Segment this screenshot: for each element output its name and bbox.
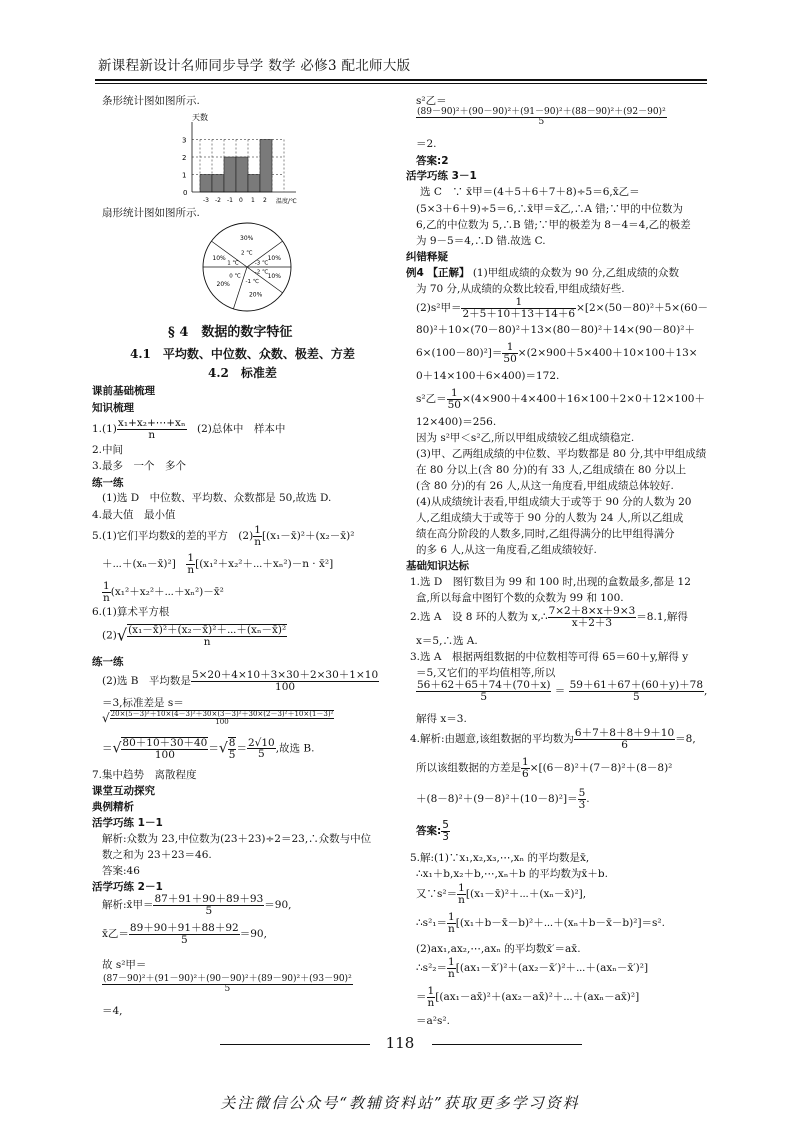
item-h11b: 数之和为 23＋23＝46. <box>102 849 212 861</box>
pie-slice-percent: 30% <box>240 234 254 242</box>
heading-hx11: 活学巧练 1－1 <box>92 817 163 829</box>
item-k2: 2.中间 <box>92 444 124 456</box>
bar-x-tick-label: -1 <box>227 197 233 204</box>
r18: (3)甲、乙两组成绩的中位数、平均数都是 80 分,其中甲组成绩 <box>416 448 707 460</box>
r11: (2)s²甲＝ $\frac{1}{2+5+10+13+14+6}$ ×[2×(50－80)²＋5×(60－ <box>416 296 709 320</box>
item-l2c: √ $\frac{\text{20×(5－3)²＋10×(4－3)²＋30×(3－3)²＋30×(2－3)²＋10×(1－3)²}}{100}$ <box>102 710 334 726</box>
r40: ∴s²₁＝ $\frac{1}{n}$ [(x₁＋b－x̄－b)²＋⋯＋(xₙ＋b－x̄－b)²]＝s². <box>416 911 665 935</box>
heading-dljx: 典例精析 <box>92 801 134 813</box>
item-h11ans: 答案:46 <box>102 865 140 877</box>
item-k6b: (2)√ $\frac{\text{(x₁－x̄)²＋(x₂－x̄)²＋⋯＋(xₙ－x̄)²}}{n}$ <box>102 624 287 648</box>
pie-slice-percent: 10% <box>267 272 281 280</box>
bar <box>200 175 212 193</box>
r22: 人,乙组成绩大于或等于 90 分的人数为 24 人,所以乙组成 <box>416 512 684 524</box>
r26: 盒,所以每盒中图钉个数的众数为 99 和 100. <box>416 592 624 604</box>
item-l2a: (2)选 B 平均数是 $\frac{5\times 20+4\times 10+3\times 30+2\times 30+1\times 10}{100}$ <box>102 669 379 693</box>
r28: x＝5,∴选 A. <box>416 635 478 647</box>
bar <box>260 140 272 193</box>
bar-x-tick-label: 1 <box>251 197 255 204</box>
heading-jczs: 基础知识达标 <box>406 560 469 572</box>
r17: 因为 s²甲＜s²乙,所以甲组成绩较乙组成绩稳定. <box>416 432 635 444</box>
bar-chart <box>172 108 312 208</box>
pie-slice-temp: -2 ℃ <box>254 269 269 276</box>
section-sub2: 4.2 标准差 <box>208 366 277 380</box>
r7: 6,乙的中位数为 5,∴B 错;∵甲的极差为 8－4＝4,乙的极差 <box>416 219 691 231</box>
bar-y-tick-label: 3 <box>182 136 187 145</box>
item-h11a: 解析:众数为 23,中位数为(23＋23)÷2＝23,∴众数与中位 <box>102 833 372 845</box>
header-rule <box>95 79 707 81</box>
item-k5a: 5.(1)它们平均数x̄的差的平方 (2) $\frac{1}{n}$ [(x₁－x̄)²＋(x₂－x̄)² <box>92 524 355 548</box>
heading-lyl1: 练一练 <box>92 477 124 489</box>
r27: 2.选 A 设 8 环的人数为 x,∴ $\frac{7\times 2+8\times x+9\times 3}{x+2+3}$ ＝8.1,解得 <box>410 605 688 629</box>
bar-chart-y-label: 天数 <box>192 113 208 122</box>
r3: ＝2. <box>416 138 437 150</box>
r14: 0＋14×100＋6×400)＝172. <box>416 370 560 382</box>
heading-hx21: 活学巧练 2－1 <box>92 881 163 893</box>
r16: 12×400)＝256. <box>416 416 497 428</box>
bar <box>212 175 224 193</box>
item-h21a: 解析:x̄甲＝ $\frac{87+91+90+89+93}{5}$ ＝90, <box>102 893 292 917</box>
item-k5b: ＋⋯＋(xₙ－x̄)²] $\frac{1}{n}$ [(x₁²＋x₂²＋⋯＋xₙ²)－n · x̄²] <box>102 552 334 576</box>
r42: ∴s²₂＝ $\frac{1}{n}$ [(ax₁－x̄′)²＋(ax₂－x̄′)²＋⋯＋(axₙ－x̄′)²] <box>416 956 649 980</box>
item-l1: (1)选 D 中位数、平均数、众数都是 50,故选 D. <box>102 492 332 504</box>
r15: s²乙＝ $\frac{1}{50}$ ×(4×900＋4×400＋16×100＋2×0＋12×100＋ <box>416 387 705 411</box>
r23: 绩在高分阶段的人数多,同时,乙组得满分的比甲组得满分 <box>416 528 675 540</box>
pie-chart-caption: 扇形统计图如图所示. <box>102 207 200 219</box>
r19: 在 80 分以上(含 80 分)的有 33 人,乙组成绩在 80 分以上 <box>416 464 687 476</box>
item-k6: 6.(1)算术平方根 <box>92 606 170 618</box>
item-k3: 3.最多 一个 多个 <box>92 460 187 472</box>
bar-x-tick-label: -3 <box>203 197 209 204</box>
item-h21c: 故 s²甲＝ <box>102 959 147 971</box>
bar-x-axis-label: 温度/℃ <box>276 198 297 205</box>
item-h21b: x̄乙＝ $\frac{89+90+91+88+92}{5}$ ＝90, <box>102 922 267 946</box>
pie-slice-temp: 2 ℃ <box>241 250 253 257</box>
r31: $\frac{56+62+65+74+(70+x)}{5}$ ＝ $\frac{59+61+67+(60+y)+78}{5}$ , <box>417 679 708 703</box>
item-l2d: ＝√ $\frac{80+10+30+40}{100}$ ＝√ $\frac{8}{5}$ ＝ $\frac{2√10}{5}$ ,故选 B. <box>102 736 315 761</box>
bar-x-tick-label: -2 <box>215 197 221 204</box>
pie-slice-temp: -3 ℃ <box>254 260 269 267</box>
pie-slice-temp: 1 ℃ <box>227 260 239 267</box>
r6: (5×3＋6＋9)÷5＝6,∴x̄甲＝x̄乙,∴A 错;∵甲的中位数为 <box>416 203 683 215</box>
bar-x-tick-label: 2 <box>263 197 267 204</box>
bar-chart-caption: 条形统计图如图所示. <box>102 95 200 107</box>
r30: ＝5,又它们的平均值相等,所以 <box>416 667 556 679</box>
pie-slice-percent: 20% <box>216 281 230 289</box>
bar <box>248 175 260 193</box>
r34: 所以该组数据的方差是 $\frac{1}{6}$ ×[(6－8)²＋(7－8)²＋(8－8)² <box>416 756 673 780</box>
item-h21d: $\frac{\text{(87－90)²＋(91－90)²＋(90－90)²＋(89－90)²＋(93－90)²}}{5}$ <box>103 974 352 994</box>
section-sub1: 4.1 平均数、中位数、众数、极差、方差 <box>130 347 355 361</box>
bar-y-tick-label: 2 <box>182 154 187 162</box>
r10: 为 70 分,从成绩的众数比较看,甲组成绩好些. <box>416 283 625 295</box>
r29: 3.选 A 根据两组数据的中位数相等可得 65＝60＋y,解得 y <box>410 651 689 663</box>
r36: 答案: $\frac{5}{3}$ <box>416 819 449 843</box>
r21: (4)从成绩统计表看,甲组成绩大于或等于 90 分的人数为 20 <box>416 496 692 508</box>
r38: ∴x₁＋b,x₂＋b,⋯,xₙ＋b 的平均数为x̄＋b. <box>416 868 608 880</box>
item-k1: 1.(1) $\frac{\text{x₁+x₂+⋯+xₙ}}{n}$ (2)总体中 样本中 <box>92 417 286 441</box>
header-rule-thin <box>95 83 707 84</box>
r25: 1.选 D 图钉数目为 99 和 100 时,出现的盒数最多,都是 12 <box>410 576 691 588</box>
r37: 5.解:(1)∵x₁,x₂,x₃,⋯,xₙ 的平均数是x̄, <box>410 852 590 864</box>
footer-note: 关注微信公众号“教辅资料站”获取更多学习资料 <box>220 1094 580 1112</box>
bar-y-tick-label: 1 <box>182 171 187 180</box>
page-number: 118 <box>385 1034 415 1052</box>
r1: s²乙＝ <box>416 95 447 107</box>
r39: 又∵s²＝ $\frac{1}{n}$ [(x₁－x̄)²＋⋯＋(xₙ－x̄)²], <box>416 882 587 906</box>
pie-slice-percent: 10% <box>267 255 281 263</box>
item-k7: 7.集中趋势 离散程度 <box>92 769 197 781</box>
heading-kqjc: 课前基础梳理 <box>92 385 155 397</box>
header-title: 新课程新设计名师同步导学 数学 必修3 配北师大版 <box>98 58 411 74</box>
r24: 的多 6 人,从这一角度看,乙组成绩较好. <box>416 544 597 556</box>
bar <box>236 157 248 192</box>
r9: 例4 【正解】 (1)甲组成绩的众数为 90 分,乙组成绩的众数 <box>406 267 680 279</box>
r35: ＋(8－8)²＋(9－8)²＋(10－8)²]＝ $\frac{5}{3}$ . <box>416 787 590 811</box>
pie-chart <box>200 220 294 314</box>
bar <box>224 157 236 192</box>
heading-kthd: 课堂互动探究 <box>92 785 155 797</box>
bar-x-tick-label: 0 <box>239 197 243 204</box>
heading-zsl: 知识梳理 <box>92 402 134 414</box>
r5: 选 C ∵ x̄甲＝(4＋5＋6＋7＋8)÷5＝6,x̄乙＝ <box>420 186 640 198</box>
heading-jcsy: 纠错释疑 <box>406 251 448 263</box>
pie-slice-percent: 20% <box>248 291 263 299</box>
pie-slice-percent: 10% <box>212 255 226 263</box>
item-h21e: ＝4, <box>102 1005 123 1017</box>
r13: 6×(100－80)²]＝ $\frac{1}{50}$ ×(2×900＋5×400＋10×100＋13× <box>416 341 698 365</box>
r41: (2)ax₁,ax₂,⋯,axₙ 的平均数x̄′＝ax̄. <box>416 943 581 955</box>
pie-slice-temp: -1 ℃ <box>245 278 259 285</box>
pie-slice-temp: 0 ℃ <box>229 273 241 280</box>
heading-lyl2: 练一练 <box>92 656 124 668</box>
item-k4: 4.最大值 最小值 <box>92 509 176 521</box>
item-l2b: ＝3,标准差是 s＝ <box>102 697 184 709</box>
r20: (含 80 分)的有 26 人,从这一角度看,甲组成绩总体较好. <box>416 480 674 492</box>
r32: 解得 x＝3. <box>416 713 467 725</box>
r4: 答案:2 <box>416 155 449 167</box>
r2: $\frac{\text{(89－90)²＋(90－90)²＋(91－90)²＋(88－90)²＋(92－90)²}}{5}$ <box>417 107 666 127</box>
heading-hx31: 活学巧练 3－1 <box>406 170 477 182</box>
bar-origin-label: 0 <box>183 189 188 197</box>
r44: ＝a²s². <box>416 1015 450 1027</box>
page-number-rule-right <box>432 1044 582 1045</box>
r8: 为 9－5＝4,∴D 错.故选 C. <box>416 235 546 247</box>
r12: 80)²＋10×(70－80)²＋13×(80－80)²＋14×(90－80)²＋ <box>416 324 696 336</box>
item-k5c: $\frac{1}{n}$ (x₁²＋x₂²＋⋯＋xₙ²)－x̄² <box>103 580 224 604</box>
section-title: § 4 数据的数字特征 <box>168 325 293 340</box>
r43: ＝ $\frac{1}{n}$ [(ax₁－ax̄)²＋(ax₂－ax̄)²＋⋯＋(axₙ－ax̄)²] <box>416 985 640 1009</box>
r33: 4.解析:由题意,该组数据的平均数为 $\frac{6+7+8+8+9+10}{6}$ ＝8, <box>410 727 696 751</box>
